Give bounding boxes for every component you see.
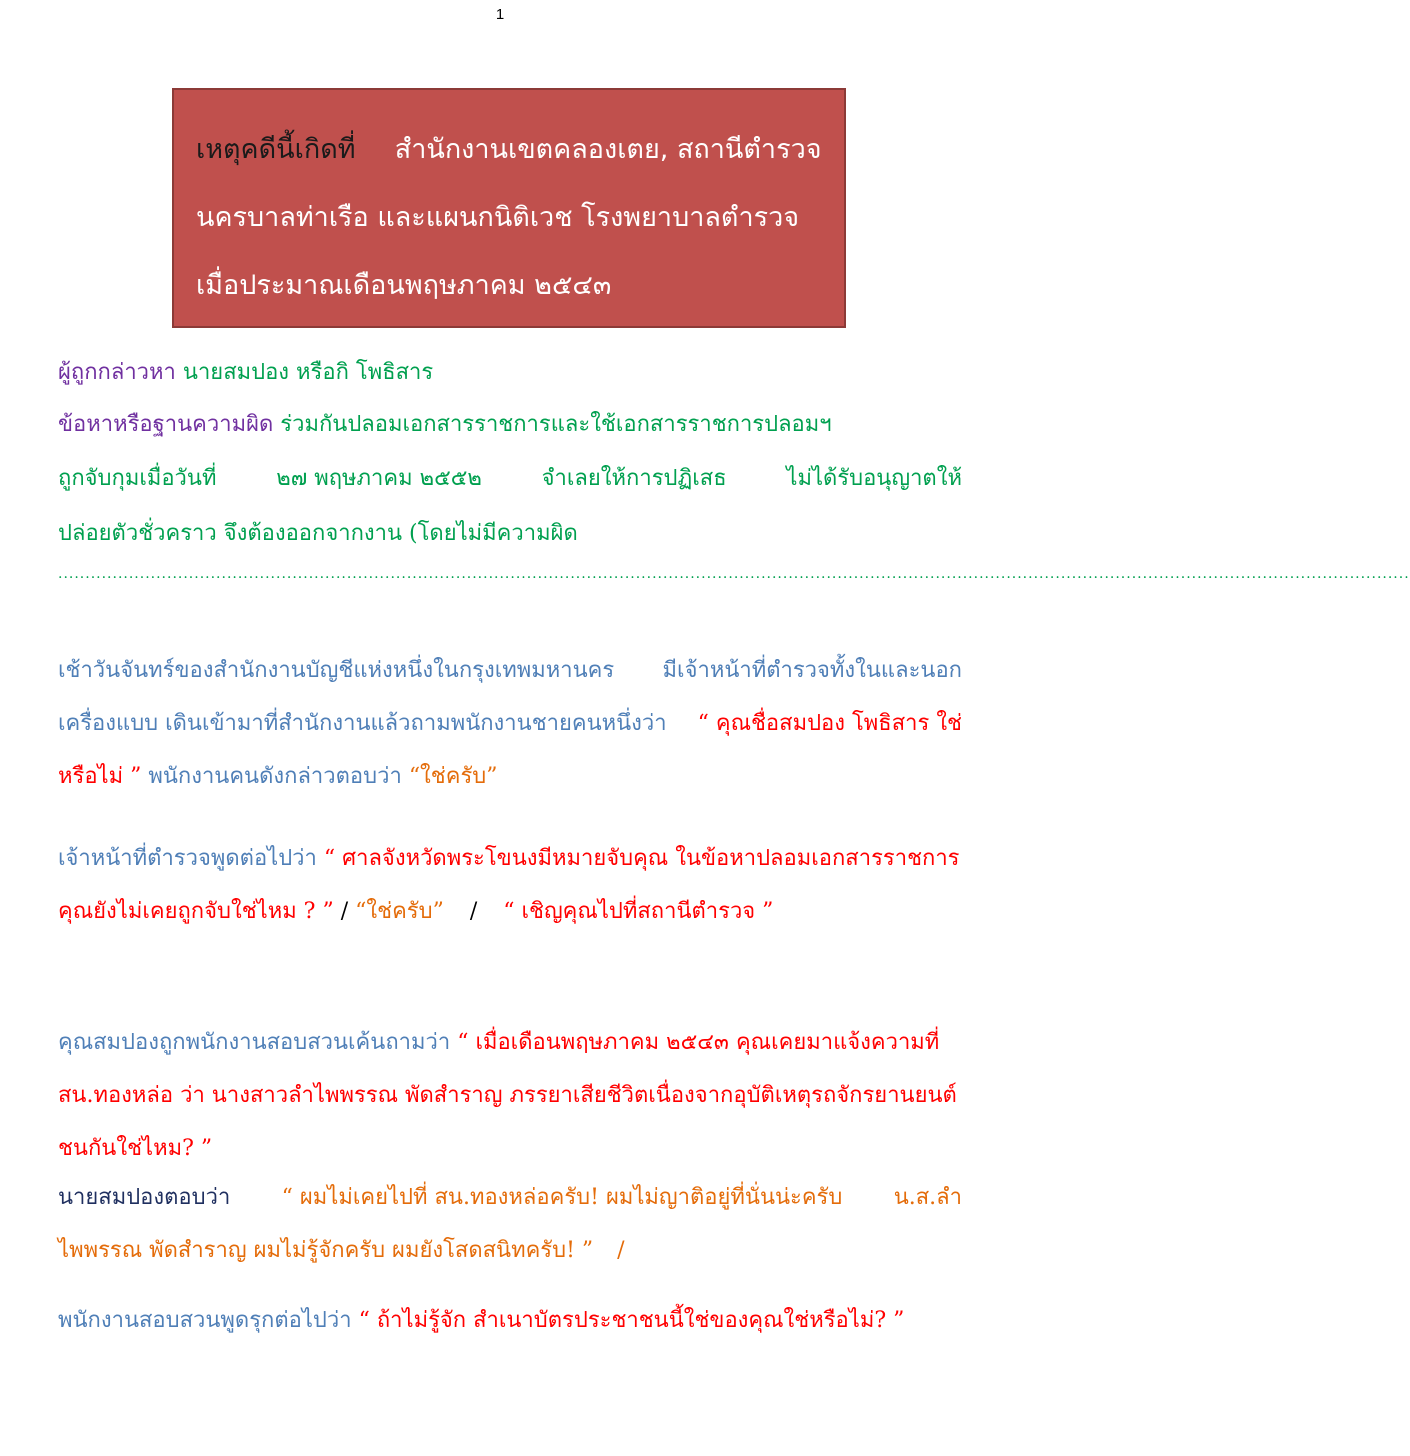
story-paragraph-2 bbox=[58, 840, 962, 928]
bail-status: ไม่ได้รับอนุญาตให้ bbox=[786, 466, 962, 491]
p3-line-1 bbox=[58, 1024, 962, 1059]
p3-line-1-b: “ เมื่อเดือนพฤษภาคม ๒๕๔๓ คุณเคยมาแจ้งความที่ bbox=[457, 1030, 940, 1055]
p3-line-1-a: คุณสมปองถูกพนักงานสอบสวนเค้นถามว่า bbox=[58, 1030, 451, 1055]
p2-line-1-b: “ ศาลจังหวัดพระโขนงมีหมายจับคุณ ในข้อหาปลอมเอกสารราชการ bbox=[323, 846, 960, 871]
p2-line-2 bbox=[58, 893, 962, 928]
p3-slash: / bbox=[617, 1238, 625, 1263]
p1-line-3-b: พนักงานคนดังกล่าวตอบว่า bbox=[148, 764, 402, 789]
p2-line-2-a: คุณยังไม่เคยถูกจับใช่ไหม ? ” bbox=[58, 899, 334, 924]
story-paragraph-4 bbox=[58, 1302, 962, 1337]
p3-line-3: ชนกันใช่ไหม? ” bbox=[58, 1136, 213, 1161]
defendant-plea: จำเลยให้การปฏิเสธ bbox=[541, 466, 727, 491]
p2-slash-1: / bbox=[340, 899, 349, 924]
p3-line-4-b: “ ผมไม่เคยไปที่ สน.ทองหล่อครับ! ผมไม่ญาติอยู่ที่นั่นน่ะครับ bbox=[281, 1185, 843, 1210]
arrest-info bbox=[58, 460, 962, 550]
p1-line-2-a: เครื่องแบบ เดินเข้ามาที่สำนักงานแล้วถามพนักงานชายคนหนึ่งว่า bbox=[58, 711, 667, 736]
p1-line-1-a: เช้าวันจันทร์ของสำนักงานบัญชีแห่งหนึ่งในกรุงเทพมหานคร bbox=[58, 658, 615, 683]
story-paragraph-3 bbox=[58, 1024, 962, 1267]
p4-line-1-b: “ ถ้าไม่รู้จัก สำเนาบัตรประชาชนนี้ใช่ของคุณใช่หรือไม่? ” bbox=[358, 1308, 905, 1333]
p2-line-2-c: “ใช่ครับ” bbox=[355, 899, 444, 924]
accused-name: นายสมปอง หรือกิ โพธิสาร bbox=[182, 360, 434, 385]
charge-line bbox=[58, 406, 962, 441]
p1-line-3-c: “ใช่ครับ” bbox=[408, 764, 498, 789]
charge-text: ร่วมกันปลอมเอกสารราชการและใช้เอกสารราชการปลอมฯ bbox=[280, 412, 832, 437]
p2-line-1-a: เจ้าหน้าที่ตำรวจพูดต่อไปว่า bbox=[58, 846, 317, 871]
arrest-date: ๒๗ พฤษภาคม ๒๕๕๒ bbox=[276, 466, 482, 491]
dotted-separator: ........................................................................................................................................................................................................................................................ bbox=[58, 566, 1410, 582]
page-number: 1 bbox=[495, 6, 505, 23]
arrest-line-2: ปล่อยตัวชั่วคราว จึงต้องออกจากงาน (โดยไม่มีความผิด bbox=[58, 521, 578, 546]
accused-label: ผู้ถูกกล่าวหา bbox=[58, 360, 176, 385]
p2-line-1 bbox=[58, 840, 962, 875]
charge-label: ข้อหาหรือฐานความผิด bbox=[58, 412, 274, 437]
callout-line-2: นครบาลท่าเรือ และแผนกนิติเวช โรงพยาบาลตำรวจ bbox=[196, 202, 800, 233]
callout-line-3: เมื่อประมาณเดือนพฤษภาคม ๒๕๔๓ bbox=[196, 270, 612, 301]
p1-line-2-b: “ คุณชื่อสมปอง โพธิสาร ใช่ bbox=[697, 711, 962, 736]
p1-line-1-b: มีเจ้าหน้าที่ตำรวจทั้งในและนอก bbox=[662, 658, 962, 683]
arrest-line-1 bbox=[58, 460, 962, 495]
p1-line-3-a: หรือไม่ ” bbox=[58, 764, 142, 789]
p3-line-5 bbox=[58, 1232, 962, 1267]
p3-line-4-c: น.ส.ลำ bbox=[893, 1185, 962, 1210]
p3-line-4 bbox=[58, 1179, 962, 1214]
p3-line-4-a: นายสมปองตอบว่า bbox=[58, 1185, 231, 1210]
p3-line-2: สน.ทองหล่อ ว่า นางสาวลำไพพรรณ พัดสำราญ ภรรยาเสียชีวิตเนื่องจากอุบัติเหตุรถจักรยานยนต์ bbox=[58, 1083, 957, 1108]
callout-line-1-text: สำนักงานเขตคลองเตย, สถานีตำรวจ bbox=[394, 134, 822, 165]
accused-line bbox=[58, 354, 962, 389]
p3-line-5-a: ไพพรรณ พัดสำราญ ผมไม่รู้จักครับ ผมยังโสดสนิทครับ! ” bbox=[58, 1238, 594, 1263]
p1-line-1 bbox=[58, 652, 962, 687]
p1-line-2 bbox=[58, 705, 962, 740]
story-paragraph-1 bbox=[58, 652, 962, 793]
callout-lead: เหตุคดีนี้เกิดที่ bbox=[196, 134, 356, 165]
p2-line-2-e: “ เชิญคุณไปที่สถานีตำรวจ ” bbox=[503, 899, 774, 924]
arrest-date-label: ถูกจับกุมเมื่อวันที่ bbox=[58, 466, 217, 491]
p1-line-3 bbox=[58, 758, 962, 793]
case-location-callout bbox=[172, 88, 846, 328]
p4-line-1 bbox=[58, 1302, 962, 1337]
callout-line-1 bbox=[196, 116, 822, 184]
p4-line-1-a: พนักงานสอบสวนพูดรุกต่อไปว่า bbox=[58, 1308, 352, 1333]
p2-slash-2: / bbox=[469, 899, 478, 924]
